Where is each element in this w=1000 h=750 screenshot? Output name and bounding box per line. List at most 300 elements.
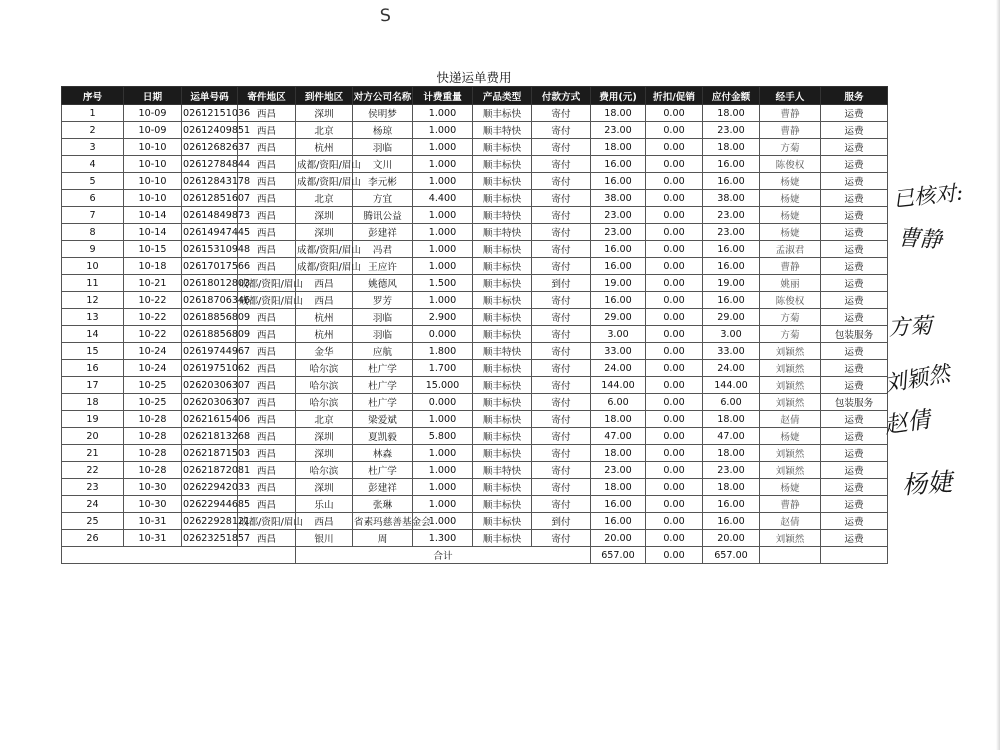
cell-date: 10-22	[124, 309, 182, 326]
cell-recipient: 李元彬	[353, 173, 413, 190]
cell-seq: 16	[62, 360, 124, 377]
cell-payment: 寄付	[532, 156, 591, 173]
cell-waybill: 02612843178	[182, 173, 238, 190]
cell-product-type: 顺丰特快	[473, 122, 532, 139]
cell-handler: 杨婕	[760, 173, 821, 190]
cell-payment: 寄付	[532, 173, 591, 190]
cell-date: 10-21	[124, 275, 182, 292]
cell-product-type: 顺丰标快	[473, 258, 532, 275]
cell-fee: 23.00	[591, 462, 646, 479]
cell-from-region: 西昌	[238, 122, 296, 139]
cell-payment: 寄付	[532, 428, 591, 445]
cell-fee: 6.00	[591, 394, 646, 411]
cell-handler: 陈俊权	[760, 156, 821, 173]
cell-waybill: 02620306307	[182, 377, 238, 394]
cell-to-region: 深圳	[296, 224, 353, 241]
cell-payment: 寄付	[532, 122, 591, 139]
cell-payable: 16.00	[703, 156, 760, 173]
cell-handler: 杨婕	[760, 207, 821, 224]
cell-seq: 7	[62, 207, 124, 224]
cell-payment: 寄付	[532, 462, 591, 479]
cell-payable: 18.00	[703, 479, 760, 496]
cell-waybill: 02612851607	[182, 190, 238, 207]
cell-to-region: 哈尔滨	[296, 377, 353, 394]
cell-discount: 0.00	[646, 207, 703, 224]
table-row	[62, 496, 888, 513]
cell-payment: 寄付	[532, 207, 591, 224]
cell-handler: 刘颖然	[760, 530, 821, 547]
cell-payable: 18.00	[703, 105, 760, 122]
cell-date: 10-30	[124, 479, 182, 496]
cell-weight: 1.000	[413, 513, 473, 530]
cell-product-type: 顺丰标快	[473, 428, 532, 445]
cell-date: 10-09	[124, 122, 182, 139]
cell-payment: 寄付	[532, 479, 591, 496]
cell-date: 10-30	[124, 496, 182, 513]
cell-date: 10-24	[124, 343, 182, 360]
cell-from-region: 西昌	[238, 258, 296, 275]
cell-date: 10-28	[124, 411, 182, 428]
cell-recipient: 羽临	[353, 309, 413, 326]
cell-seq: 14	[62, 326, 124, 343]
handwritten-signature: 曹静	[897, 225, 943, 254]
table-row	[62, 105, 888, 122]
cell-handler: 曹静	[760, 496, 821, 513]
cell-waybill: 02614947445	[182, 224, 238, 241]
cell-payable: 38.00	[703, 190, 760, 207]
cell-payment: 寄付	[532, 190, 591, 207]
cell-handler: 杨婕	[760, 428, 821, 445]
cell-handler: 刘颖然	[760, 360, 821, 377]
cell-payment: 寄付	[532, 292, 591, 309]
cell-handler: 姚丽	[760, 275, 821, 292]
cell-discount: 0.00	[646, 258, 703, 275]
cell-from-region: 西昌	[238, 156, 296, 173]
cell-service: 运费	[821, 105, 888, 122]
cell-service: 运费	[821, 258, 888, 275]
cell-from-region: 西昌	[238, 105, 296, 122]
cell-to-region: 深圳	[296, 445, 353, 462]
table-row	[62, 326, 888, 343]
cell-handler: 曹静	[760, 122, 821, 139]
cell-to-region: 杭州	[296, 139, 353, 156]
cell-seq: 22	[62, 462, 124, 479]
cell-date: 10-22	[124, 292, 182, 309]
cell-seq: 12	[62, 292, 124, 309]
cell-fee: 18.00	[591, 411, 646, 428]
cell-to-region: 乐山	[296, 496, 353, 513]
cell-fee: 23.00	[591, 224, 646, 241]
cell-payable: 16.00	[703, 292, 760, 309]
column-header: 序号	[62, 87, 124, 105]
cell-waybill: 02618012803	[182, 275, 238, 292]
cell-from-region: 西昌	[238, 241, 296, 258]
table-row	[62, 207, 888, 224]
cell-product-type: 顺丰标快	[473, 309, 532, 326]
cell-from-region: 西昌	[238, 190, 296, 207]
cell-service: 运费	[821, 445, 888, 462]
cell-payable: 6.00	[703, 394, 760, 411]
cell-discount: 0.00	[646, 190, 703, 207]
cell-handler: 方菊	[760, 309, 821, 326]
cell-service: 运费	[821, 224, 888, 241]
cell-handler: 方菊	[760, 139, 821, 156]
cell-payable: 18.00	[703, 445, 760, 462]
column-header: 计费重量	[413, 87, 473, 105]
cell-payable: 33.00	[703, 343, 760, 360]
cell-fee: 144.00	[591, 377, 646, 394]
cell-weight: 1.000	[413, 496, 473, 513]
cell-service: 运费	[821, 428, 888, 445]
table-row	[62, 139, 888, 156]
cell-seq: 6	[62, 190, 124, 207]
cell-date: 10-31	[124, 513, 182, 530]
cell-payable: 16.00	[703, 513, 760, 530]
cell-seq: 10	[62, 258, 124, 275]
cell-date: 10-24	[124, 360, 182, 377]
cell-weight: 1.000	[413, 411, 473, 428]
cell-service: 运费	[821, 411, 888, 428]
cell-service: 运费	[821, 513, 888, 530]
cell-waybill: 02617017566	[182, 258, 238, 275]
cell-handler: 杨婕	[760, 190, 821, 207]
cell-service: 运费	[821, 309, 888, 326]
cell-discount: 0.00	[646, 360, 703, 377]
cell-payment: 寄付	[532, 411, 591, 428]
cell-waybill: 02621615406	[182, 411, 238, 428]
cell-discount: 0.00	[646, 224, 703, 241]
cell-waybill: 02618856809	[182, 309, 238, 326]
cell-handler: 刘颖然	[760, 445, 821, 462]
cell-recipient: 文川	[353, 156, 413, 173]
cell-handler: 曹静	[760, 258, 821, 275]
cell-handler: 孟淑君	[760, 241, 821, 258]
cell-product-type: 顺丰标快	[473, 241, 532, 258]
cell-seq: 2	[62, 122, 124, 139]
cell-weight: 1.000	[413, 462, 473, 479]
cell-discount: 0.00	[646, 343, 703, 360]
cell-weight: 1.000	[413, 122, 473, 139]
cell-product-type: 顺丰标快	[473, 292, 532, 309]
cell-from-region: 西昌	[238, 207, 296, 224]
cell-payable: 23.00	[703, 207, 760, 224]
cell-payment: 寄付	[532, 496, 591, 513]
cell-handler: 赵倩	[760, 513, 821, 530]
cell-payable: 3.00	[703, 326, 760, 343]
cell-weight: 15.000	[413, 377, 473, 394]
total-payable: 657.00	[703, 547, 760, 564]
cell-recipient: 梁爱斌	[353, 411, 413, 428]
cell-recipient: 罗芳	[353, 292, 413, 309]
cell-from-region: 西昌	[238, 377, 296, 394]
cell-handler: 陈俊权	[760, 292, 821, 309]
total-label: 合计	[296, 547, 591, 564]
cell-discount: 0.00	[646, 411, 703, 428]
cell-fee: 19.00	[591, 275, 646, 292]
handwritten-signature: 赵倩	[882, 406, 932, 440]
cell-payment: 寄付	[532, 445, 591, 462]
cell-recipient: 腾讯公益	[353, 207, 413, 224]
cell-discount: 0.00	[646, 513, 703, 530]
cell-weight: 2.900	[413, 309, 473, 326]
cell-weight: 1.800	[413, 343, 473, 360]
cell-service: 运费	[821, 343, 888, 360]
cell-product-type: 顺丰标快	[473, 275, 532, 292]
cell-to-region: 西昌	[296, 513, 353, 530]
express-fee-table	[61, 86, 888, 564]
cell-to-region: 杭州	[296, 309, 353, 326]
cell-waybill: 02618706346	[182, 292, 238, 309]
cell-recipient: 夏凯毅	[353, 428, 413, 445]
cell-weight: 1.500	[413, 275, 473, 292]
cell-product-type: 顺丰特快	[473, 343, 532, 360]
cell-payment: 寄付	[532, 326, 591, 343]
cell-from-region: 西昌	[238, 479, 296, 496]
column-header: 运单号码	[182, 87, 238, 105]
cell-to-region: 银川	[296, 530, 353, 547]
scan-page-edge	[996, 0, 1000, 750]
cell-discount: 0.00	[646, 105, 703, 122]
cell-service: 运费	[821, 190, 888, 207]
cell-discount: 0.00	[646, 275, 703, 292]
cell-payable: 16.00	[703, 173, 760, 190]
table-row	[62, 173, 888, 190]
cell-fee: 16.00	[591, 241, 646, 258]
cell-date: 10-15	[124, 241, 182, 258]
cell-date: 10-18	[124, 258, 182, 275]
cell-payable: 19.00	[703, 275, 760, 292]
table-row	[62, 258, 888, 275]
cell-to-region: 深圳	[296, 105, 353, 122]
cell-from-region: 成都/资阳/眉山	[238, 513, 296, 530]
cell-seq: 25	[62, 513, 124, 530]
cell-weight: 0.000	[413, 394, 473, 411]
cell-waybill: 02622928121	[182, 513, 238, 530]
table-row	[62, 513, 888, 530]
cell-fee: 16.00	[591, 513, 646, 530]
cell-from-region: 西昌	[238, 462, 296, 479]
cell-payable: 29.00	[703, 309, 760, 326]
cell-product-type: 顺丰特快	[473, 224, 532, 241]
cell-discount: 0.00	[646, 530, 703, 547]
cell-discount: 0.00	[646, 394, 703, 411]
cell-waybill: 02612784844	[182, 156, 238, 173]
cell-from-region: 西昌	[238, 411, 296, 428]
column-header: 服务	[821, 87, 888, 105]
cell-service: 运费	[821, 156, 888, 173]
table-row	[62, 377, 888, 394]
table-row	[62, 156, 888, 173]
table-row	[62, 411, 888, 428]
cell-weight: 1.300	[413, 530, 473, 547]
cell-product-type: 顺丰标快	[473, 190, 532, 207]
cell-service: 运费	[821, 139, 888, 156]
cell-waybill: 02621871503	[182, 445, 238, 462]
cell-handler: 刘颖然	[760, 377, 821, 394]
cell-waybill: 02612409851	[182, 122, 238, 139]
cell-recipient: 杨琼	[353, 122, 413, 139]
cell-fee: 29.00	[591, 309, 646, 326]
cell-from-region: 西昌	[238, 326, 296, 343]
cell-date: 10-10	[124, 139, 182, 156]
cell-seq: 17	[62, 377, 124, 394]
cell-fee: 16.00	[591, 292, 646, 309]
cell-fee: 16.00	[591, 173, 646, 190]
table-row	[62, 343, 888, 360]
cell-date: 10-14	[124, 207, 182, 224]
cell-product-type: 顺丰标快	[473, 394, 532, 411]
cell-product-type: 顺丰标快	[473, 173, 532, 190]
cell-recipient: 周	[353, 530, 413, 547]
column-header: 付款方式	[532, 87, 591, 105]
cell-fee: 33.00	[591, 343, 646, 360]
cell-recipient: 羽临	[353, 326, 413, 343]
cell-to-region: 西昌	[296, 292, 353, 309]
cell-handler: 刘颖然	[760, 394, 821, 411]
cell-waybill: 02620306307	[182, 394, 238, 411]
column-header: 折扣/促销	[646, 87, 703, 105]
cell-payable: 47.00	[703, 428, 760, 445]
cell-recipient: 林森	[353, 445, 413, 462]
cell-weight: 1.000	[413, 105, 473, 122]
cell-recipient: 杜广学	[353, 394, 413, 411]
cell-weight: 4.400	[413, 190, 473, 207]
cell-discount: 0.00	[646, 309, 703, 326]
cell-to-region: 金华	[296, 343, 353, 360]
column-header: 寄件地区	[238, 87, 296, 105]
cell-weight: 1.000	[413, 156, 473, 173]
cell-seq: 23	[62, 479, 124, 496]
total-discount: 0.00	[646, 547, 703, 564]
cell-waybill: 02614849873	[182, 207, 238, 224]
cell-fee: 16.00	[591, 496, 646, 513]
cell-payable: 23.00	[703, 122, 760, 139]
column-header: 费用(元)	[591, 87, 646, 105]
cell-fee: 38.00	[591, 190, 646, 207]
cell-seq: 26	[62, 530, 124, 547]
cell-waybill: 02619751062	[182, 360, 238, 377]
cell-waybill: 02622944685	[182, 496, 238, 513]
cell-recipient: 杜广学	[353, 377, 413, 394]
table-row	[62, 479, 888, 496]
total-fee: 657.00	[591, 547, 646, 564]
table-row	[62, 275, 888, 292]
cell-seq: 4	[62, 156, 124, 173]
cell-from-region: 西昌	[238, 309, 296, 326]
cell-product-type: 顺丰标快	[473, 105, 532, 122]
table-row	[62, 292, 888, 309]
cell-discount: 0.00	[646, 445, 703, 462]
cell-payable: 18.00	[703, 139, 760, 156]
cell-payment: 寄付	[532, 258, 591, 275]
cell-recipient: 杜广学	[353, 360, 413, 377]
table-row	[62, 428, 888, 445]
cell-weight: 1.000	[413, 292, 473, 309]
total-empty-cell	[821, 547, 888, 564]
cell-seq: 8	[62, 224, 124, 241]
cell-weight: 5.800	[413, 428, 473, 445]
cell-from-region: 西昌	[238, 445, 296, 462]
cell-fee: 23.00	[591, 207, 646, 224]
cell-waybill: 02612151036	[182, 105, 238, 122]
table-row	[62, 309, 888, 326]
cell-to-region: 北京	[296, 190, 353, 207]
cell-discount: 0.00	[646, 377, 703, 394]
cell-fee: 3.00	[591, 326, 646, 343]
cell-weight: 0.000	[413, 326, 473, 343]
cell-weight: 1.000	[413, 224, 473, 241]
table-row	[62, 360, 888, 377]
cell-product-type: 顺丰标快	[473, 156, 532, 173]
cell-fee: 18.00	[591, 479, 646, 496]
column-header: 产品类型	[473, 87, 532, 105]
cell-date: 10-28	[124, 462, 182, 479]
cell-discount: 0.00	[646, 173, 703, 190]
cell-discount: 0.00	[646, 496, 703, 513]
cell-waybill: 02612682637	[182, 139, 238, 156]
cell-to-region: 北京	[296, 122, 353, 139]
cell-discount: 0.00	[646, 139, 703, 156]
cell-date: 10-10	[124, 173, 182, 190]
cell-to-region: 深圳	[296, 479, 353, 496]
cell-seq: 3	[62, 139, 124, 156]
cell-to-region: 深圳	[296, 207, 353, 224]
cell-payable: 144.00	[703, 377, 760, 394]
table-row	[62, 190, 888, 207]
cell-fee: 16.00	[591, 258, 646, 275]
cell-product-type: 顺丰标快	[473, 326, 532, 343]
cell-payable: 20.00	[703, 530, 760, 547]
cell-discount: 0.00	[646, 479, 703, 496]
cell-from-region: 西昌	[238, 394, 296, 411]
cell-handler: 刘颖然	[760, 462, 821, 479]
cell-service: 运费	[821, 462, 888, 479]
cell-to-region: 深圳	[296, 428, 353, 445]
cell-payable: 23.00	[703, 462, 760, 479]
cell-recipient: 方宜	[353, 190, 413, 207]
cell-discount: 0.00	[646, 292, 703, 309]
table-row	[62, 241, 888, 258]
handwritten-signature: 杨婕	[901, 467, 954, 500]
cell-payable: 16.00	[703, 496, 760, 513]
cell-service: 运费	[821, 207, 888, 224]
cell-from-region: 西昌	[238, 496, 296, 513]
cell-payment: 寄付	[532, 530, 591, 547]
cell-weight: 1.000	[413, 207, 473, 224]
cell-date: 10-10	[124, 156, 182, 173]
cell-recipient: 应航	[353, 343, 413, 360]
cell-from-region: 西昌	[238, 343, 296, 360]
table-row	[62, 224, 888, 241]
cell-from-region: 西昌	[238, 428, 296, 445]
cell-waybill: 02615310948	[182, 241, 238, 258]
cell-waybill: 02619744967	[182, 343, 238, 360]
cell-payable: 16.00	[703, 258, 760, 275]
cell-date: 10-25	[124, 377, 182, 394]
cell-seq: 15	[62, 343, 124, 360]
cell-date: 10-28	[124, 445, 182, 462]
cell-fee: 16.00	[591, 156, 646, 173]
cell-service: 运费	[821, 241, 888, 258]
cell-payment: 寄付	[532, 360, 591, 377]
cell-discount: 0.00	[646, 326, 703, 343]
cell-payment: 寄付	[532, 224, 591, 241]
cell-seq: 20	[62, 428, 124, 445]
handwritten-page-mark: S	[379, 5, 392, 27]
column-header: 对方公司名称	[353, 87, 413, 105]
cell-weight: 1.000	[413, 479, 473, 496]
cell-payment: 到付	[532, 513, 591, 530]
